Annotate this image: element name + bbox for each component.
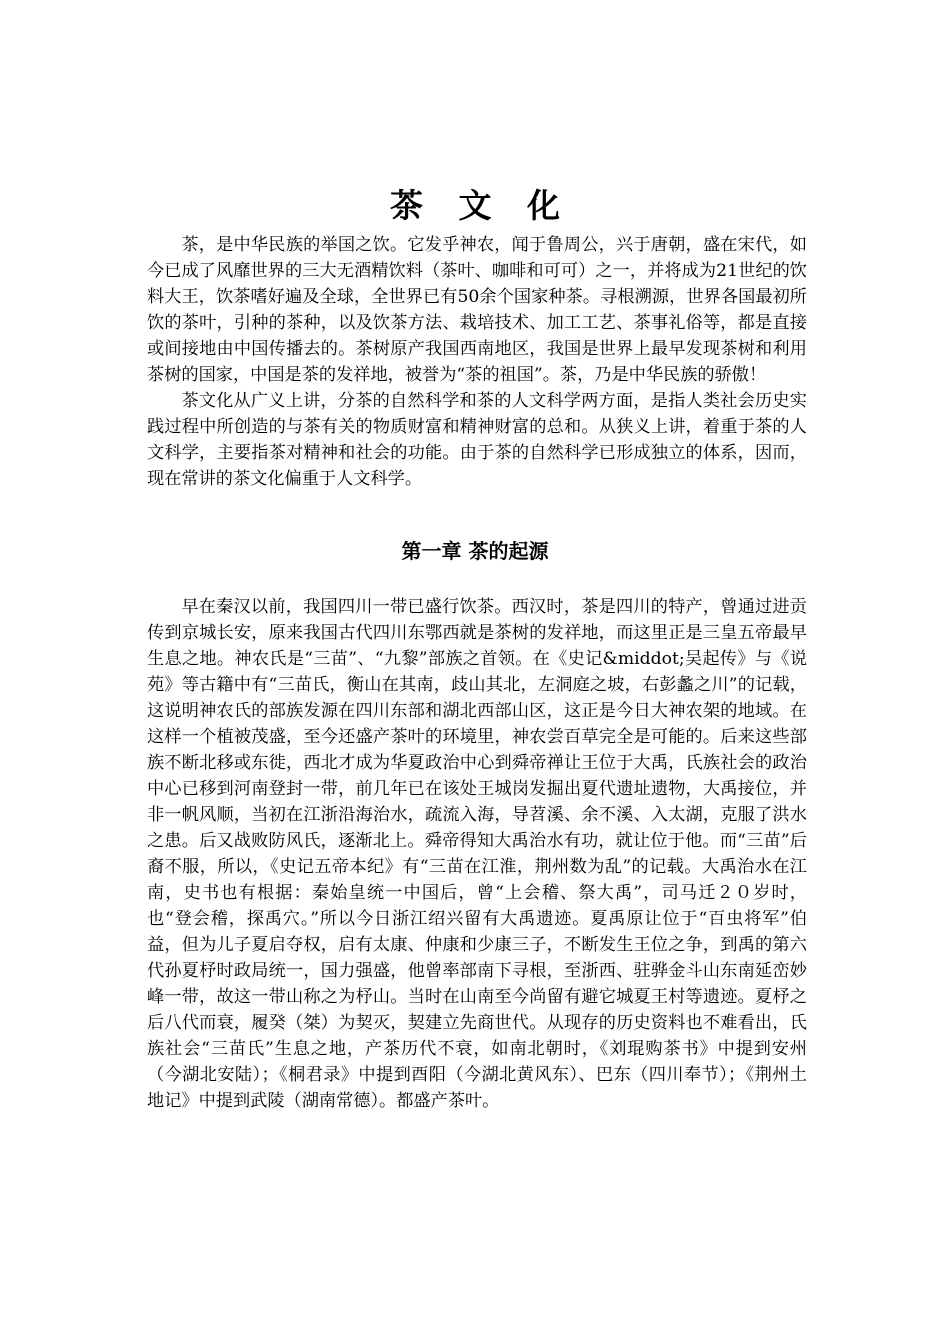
intro-section <box>147 232 807 492</box>
chapter-paragraph: 早在秦汉以前，我国四川一带已盛行饮茶。西汉时，茶是四川的特产，曾通过进贡传到京城长安，原来我国古代四川东鄂西就是茶树的发祥地，而这里正是三皇五帝最早生息之地。神农氏是“三苗”、“九黎”部族之首领。在《史记&middot;吴起传》与《说苑》等古籍中有“三苗氏，衡山在其南，歧山其北，左洞庭之坡，右彭蠡之川”的记载，这说明神农氏的部族发源在四川东部和湖北西部山区，这正是今日大神农架的地域。在这样一个植被茂盛，至今还盛产茶叶的环境里，神农尝百草完全是可能的。后来这些部族不断北移或东徙，西北才成为华夏政治中心到舜帝禅让王位于大禹，氏族社会的政治中心已移到河南登封一带，前几年已在该处王城岗发掘出夏代遗址遗物，大禹接位，并非一帆风顺，当初在江浙沿海治水，疏流入海，导苕溪、余不溪、入太湖，克服了洪水之患。后又战败防风氏，逐渐北上。舜帝得知大禹治水有功，就让位于他。而“三苗”后裔不服，所以，《史记五帝本纪》有“三苗在江淮，荆州数为乱”的记载。大禹治水在江南，史书也有根据：秦始皇统一中国后，曾“上会稽、祭大禹”，司马迁２０岁时，也“登会稽，探禹穴。”所以今日浙江绍兴留有大禹遗迹。夏禹原让位于“百虫将军”伯益，但为儿子夏启夺权，启有太康、仲康和少康三子，不断发生王位之争，到禹的第六代孙夏杼时政局统一，国力强盛，他曾率部南下寻根，至浙西、驻骅金斗山东南延峦妙峰一带，故这一带山称之为杼山。当时在山南至今尚留有避它城夏王村等遗迹。夏杼之后八代而衰，履癸（桀）为契灭，契建立先商世代。从现存的历史资料也不难看出，氏族社会“三苗氏”生息之地，产茶历代不衰，如南北朝时，《刘琨购茶书》中提到安州（今湖北安陆）；《桐君录》中提到酉阳（今湖北黄风东）、巴东（四川奉节）；《荆州土地记》中提到武陵（湖南常德）。都盛产茶叶。 <box>147 597 807 1111</box>
document-title: 茶 文 化 <box>390 186 572 225</box>
intro-paragraph: 茶文化从广义上讲，分茶的自然科学和茶的人文科学两方面，是指人类社会历史实践过程中所创造的与茶有关的物质财富和精神财富的总和。从狭义上讲，着重于茶的人文科学，主要指茶对精神和社会的功能。由于茶的自然科学已形成独立的体系，因而，现在常讲的茶文化偏重于人文科学。 <box>147 391 807 489</box>
chapter-section <box>147 594 807 1114</box>
chapter-heading: 第一章 茶的起源 <box>401 539 549 563</box>
intro-paragraph: 茶，是中华民族的举国之饮。它发乎神农，闻于鲁周公，兴于唐朝，盛在宋代，如今已成了风靡世界的三大无酒精饮料（茶叶、咖啡和可可）之一，并将成为21世纪的饮料大王，饮茶嗜好遍及全球，全世界已有50余个国家种茶。寻根溯源，世界各国最初所饮的茶叶，引种的茶种，以及饮茶方法、栽培技术、加工工艺、茶事礼俗等，都是直接或间接地由中国传播去的。茶树原产我国西南地区，我国是世界上最早发现茶树和利用茶树的国家，中国是茶的发祥地，被誉为“茶的祖国”。茶，乃是中华民族的骄傲！ <box>147 235 807 385</box>
